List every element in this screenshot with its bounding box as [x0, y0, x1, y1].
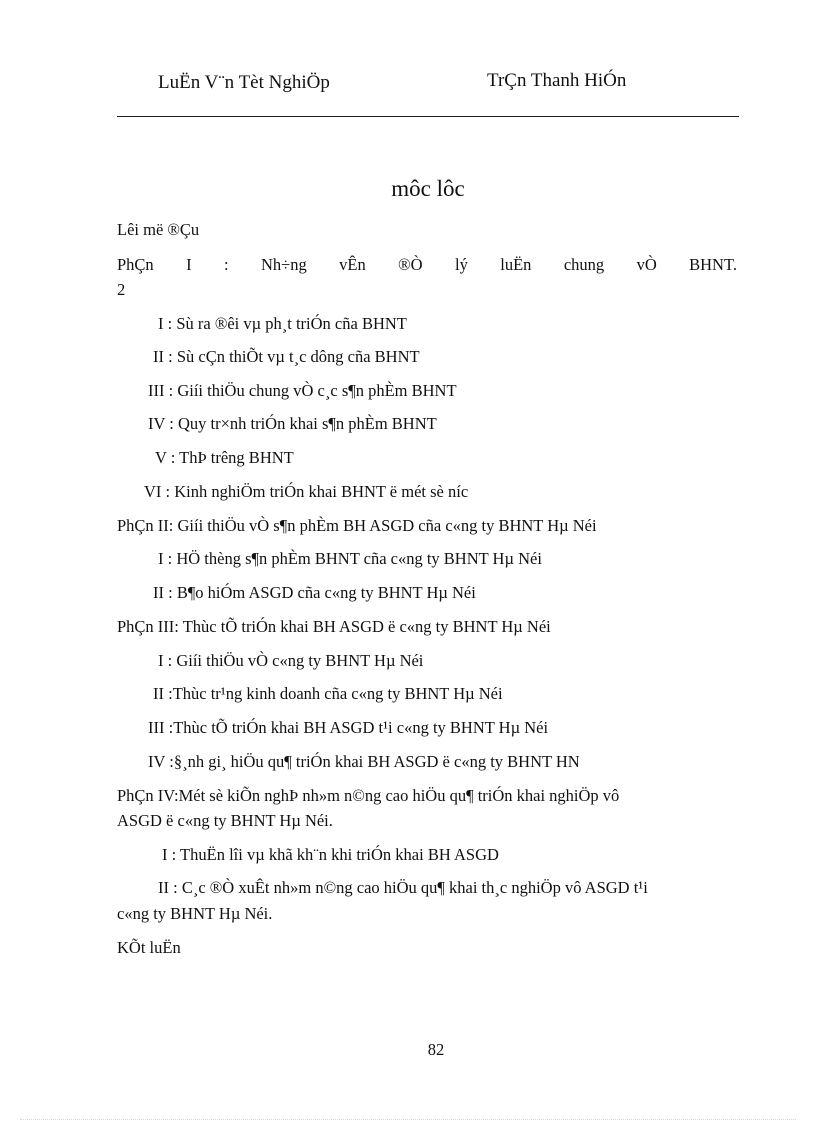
toc-part3-heading: PhÇn III: Thùc tÕ triÓn khai BH ASGD ë c«ng ty BHNT Hµ Néi: [117, 617, 551, 636]
toc-part4-item-2-line2: c«ng ty BHNT Hµ Néi.: [117, 904, 273, 923]
part1-word: PhÇn: [117, 255, 154, 274]
toc-part1-page-ref: 2: [117, 280, 126, 299]
part1-word: vÒ: [636, 255, 657, 274]
toc-conclusion: KÕt luËn: [117, 938, 181, 957]
toc-part3-item-3: III :Thùc tÕ triÓn khai BH ASGD t¹i c«ng ty BHNT Hµ Néi: [148, 718, 549, 737]
header-divider: [117, 116, 739, 117]
part1-word: Nh÷ng: [261, 255, 307, 274]
toc-part1-item-5: V : ThÞ trêng BHNT: [155, 448, 294, 467]
header-author-name: TrÇn Thanh HiÓn: [487, 70, 627, 91]
part1-word: lý: [455, 255, 468, 274]
part1-word: luËn: [500, 255, 532, 274]
part1-word: I: [186, 255, 192, 274]
toc-intro: Lêi më ®Çu: [117, 220, 200, 239]
page-bottom-border: [20, 1119, 796, 1120]
toc-part1-item-1: I : Sù ra ®êi vµ ph¸t triÓn cña BHNT: [158, 314, 407, 333]
part1-word: BHNT.: [689, 255, 737, 274]
toc-part1-item-2: II : Sù cÇn thiÕt vµ t¸c dông cña BHNT: [153, 347, 420, 366]
toc-part1-item-3: III : Giíi thiÖu chung vÒ c¸c s¶n phÈm BHNT: [148, 381, 457, 400]
toc-part2-item-1: I : HÖ thèng s¶n phÈm BHNT cña c«ng ty BHNT Hµ Néi: [158, 549, 542, 568]
toc-part3-item-1: I : Giíi thiÖu vÒ c«ng ty BHNT Hµ Néi: [158, 651, 424, 670]
header-thesis-label: LuËn V¨n Tèt NghiÖp: [158, 72, 330, 93]
part1-word: chung: [563, 255, 605, 274]
page-number: 82: [427, 1040, 445, 1059]
toc-part3-item-2: II :Thùc tr¹ng kinh doanh cña c«ng ty BHNT Hµ Néi: [153, 684, 503, 703]
part1-word: ®Ò: [398, 255, 423, 274]
toc-part2-item-2: II : B¶o hiÓm ASGD cña c«ng ty BHNT Hµ Néi: [153, 583, 476, 602]
toc-part4-heading-line2: ASGD ë c«ng ty BHNT Hµ Néi.: [117, 811, 333, 830]
part1-word: :: [224, 255, 229, 274]
toc-part2-heading: PhÇn II: Giíi thiÖu vÒ s¶n phÈm BH ASGD cña c«ng ty BHNT Hµ Néi: [117, 516, 597, 535]
part1-word: vÊn: [339, 255, 366, 274]
toc-part1-item-6: VI : Kinh nghiÖm triÓn khai BHNT ë mét sè níc: [144, 482, 469, 501]
toc-part1-item-4: IV : Quy tr×nh triÓn khai s¶n phÈm BHNT: [148, 414, 437, 433]
page-title: môc lôc: [391, 176, 465, 201]
toc-part4-heading-line1: PhÇn IV:Mét sè kiÕn nghÞ nh»m n©ng cao hiÖu qu¶ triÓn khai nghiÖp vô: [117, 786, 620, 805]
toc-part1-heading: [117, 255, 737, 275]
toc-part3-item-4: IV :§¸nh gi¸ hiÖu qu¶ triÓn khai BH ASGD ë c«ng ty BHNT HN: [148, 752, 580, 771]
toc-part4-item-2-line1: II : C¸c ®Ò xuÊt nh»m n©ng cao hiÖu qu¶ khai th¸c nghiÖp vô ASGD t¹i: [158, 878, 648, 897]
toc-part4-item-1: I : ThuËn lîi vµ khã kh¨n khi triÓn khai BH ASGD: [162, 845, 499, 864]
